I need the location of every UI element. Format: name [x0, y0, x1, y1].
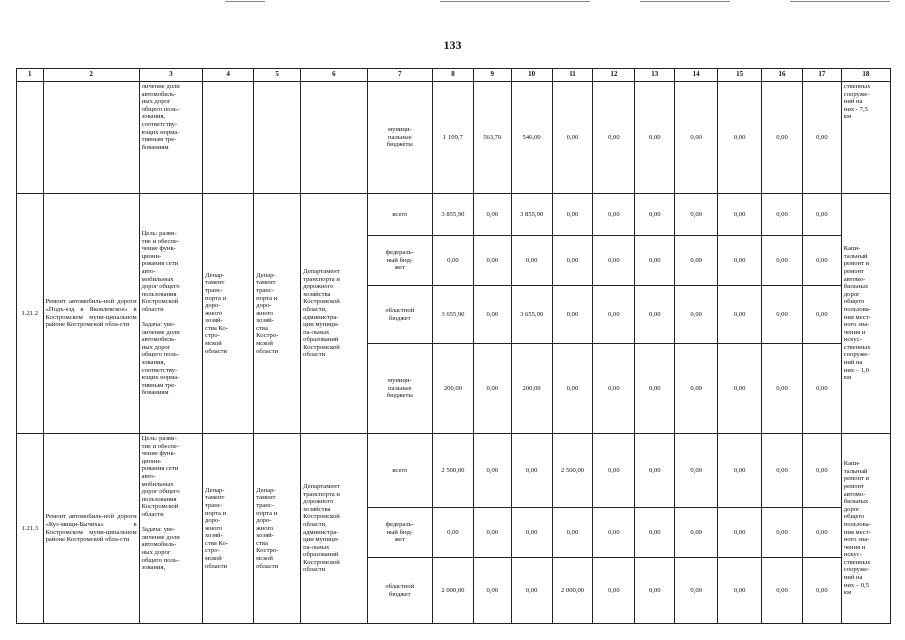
- funding-source: федераль- ный бюд- жет: [367, 236, 432, 286]
- value-cell: 0,00: [802, 508, 841, 558]
- value-cell: 546,00: [511, 82, 552, 194]
- value-cell: 0,00: [675, 508, 718, 558]
- value-cell: 0,00: [802, 82, 841, 194]
- column-header: 6: [301, 69, 367, 82]
- value-cell: 0,00: [511, 236, 552, 286]
- value-cell: 0,00: [635, 508, 675, 558]
- value-cell: 3 655,90: [511, 286, 552, 344]
- value-cell: 0,00: [635, 82, 675, 194]
- value-cell: 0,00: [473, 508, 511, 558]
- table-row: [17, 194, 891, 236]
- column-header: 3: [139, 69, 202, 82]
- value-cell: 0,00: [473, 434, 511, 508]
- value-cell: 0,00: [635, 286, 675, 344]
- participants: Департамент транспорта и дорожного хозяйства Костромской области, администра- ции муници- па-льных образований Костромской области: [301, 194, 367, 434]
- column-number-row: [17, 69, 891, 82]
- co-executor: Депар- тамент транс- порта и доро- жного хозяй- ства Костро- мской области: [254, 434, 301, 624]
- table-row: [17, 434, 891, 508]
- value-cell: 0,00: [593, 344, 635, 434]
- value-cell: 0,00: [802, 194, 841, 236]
- funding-source: областной бюджет: [367, 558, 432, 624]
- funding-source: федераль- ный бюд- жет: [367, 508, 432, 558]
- funding-source: муници- пальные бюджеты: [367, 82, 432, 194]
- column-header: 7: [367, 69, 432, 82]
- value-cell: 200,00: [433, 344, 474, 434]
- value-cell: 0,00: [718, 82, 762, 194]
- value-cell: 0,00: [802, 434, 841, 508]
- value-cell: 0,00: [762, 236, 803, 286]
- value-cell: 0,00: [635, 558, 675, 624]
- row-number: [17, 82, 44, 194]
- value-cell: 0,00: [718, 508, 762, 558]
- value-cell: 0,00: [552, 344, 593, 434]
- event-name: [43, 82, 139, 194]
- value-cell: 0,00: [635, 344, 675, 434]
- value-cell: 0,00: [593, 194, 635, 236]
- value-cell: 0,00: [762, 558, 803, 624]
- funding-source: муници- пальные бюджеты: [367, 344, 432, 434]
- participants: Департамент транспорта и дорожного хозяйства Костромской области, администра- ции муници- па-льных образований Костромской области: [301, 434, 367, 624]
- column-header: 9: [473, 69, 511, 82]
- value-cell: 0,00: [675, 236, 718, 286]
- column-header: 13: [635, 69, 675, 82]
- column-header: 15: [718, 69, 762, 82]
- value-cell: 0,00: [762, 194, 803, 236]
- column-header: 11: [552, 69, 593, 82]
- goal-task-text: Цель: разви- тие и обеспе- чение функ- циони- рования сети авто- мобильных дорог общего пользования Костромской области Задача: уве- личение доли автомобиль- ных дорог общего поль- зования,: [139, 434, 202, 624]
- value-cell: 0,00: [473, 558, 511, 624]
- value-cell: 0,00: [511, 434, 552, 508]
- column-header: 5: [254, 69, 301, 82]
- value-cell: 0,00: [552, 286, 593, 344]
- value-cell: 0,00: [718, 286, 762, 344]
- value-cell: 0,00: [762, 344, 803, 434]
- value-cell: 3 855,90: [511, 194, 552, 236]
- value-cell: 0,00: [593, 82, 635, 194]
- funding-source: всего: [367, 434, 432, 508]
- value-cell: 0,00: [718, 344, 762, 434]
- value-cell: 2 500,00: [433, 434, 474, 508]
- value-cell: 0,00: [675, 344, 718, 434]
- value-cell: 1 109,7: [433, 82, 474, 194]
- value-cell: 3 855,90: [433, 194, 474, 236]
- expected-result: ственных сооруже- ний на них - 7,5 км: [841, 82, 890, 194]
- co-executor: Депар- тамент транс- порта и доро- жного хозяй- ства Костро- мской области: [254, 194, 301, 434]
- column-header: 1: [17, 69, 44, 82]
- value-cell: 0,00: [552, 82, 593, 194]
- value-cell: 2 000,00: [433, 558, 474, 624]
- value-cell: 0,00: [675, 82, 718, 194]
- value-cell: 0,00: [593, 286, 635, 344]
- value-cell: 0,00: [552, 508, 593, 558]
- value-cell: 0,00: [762, 434, 803, 508]
- value-cell: 0,00: [473, 344, 511, 434]
- value-cell: 0,00: [635, 236, 675, 286]
- funding-source: областной бюджет: [367, 286, 432, 344]
- page-number: 133: [443, 38, 462, 52]
- value-cell: 0,00: [675, 286, 718, 344]
- value-cell: 0,00: [593, 508, 635, 558]
- value-cell: 0,00: [802, 236, 841, 286]
- value-cell: 3 655,90: [433, 286, 474, 344]
- event-name: Ремонт автомобиль-ной дороги «Подъ-езд к Яковлевское» в Костромском муни-ципальном районе Костромской обла-сти: [43, 194, 139, 434]
- value-cell: 0,00: [473, 286, 511, 344]
- column-header: 8: [433, 69, 474, 82]
- scan-top-edge: [0, 0, 905, 4]
- column-header: 14: [675, 69, 718, 82]
- value-cell: 0,00: [675, 194, 718, 236]
- column-header: 4: [203, 69, 254, 82]
- expected-result: Капи- тальный ремонт и ремонт автомо- бильных дорог общего пользова- ния мест- ного зна- чения и искус- ственных сооруже- ний на них – 1,0 км: [841, 194, 890, 434]
- value-cell: 0,00: [593, 236, 635, 286]
- funding-source: всего: [367, 194, 432, 236]
- value-cell: 0,00: [762, 286, 803, 344]
- value-cell: 0,00: [762, 82, 803, 194]
- row-number: 1.21.2: [17, 194, 44, 434]
- value-cell: 0,00: [511, 558, 552, 624]
- co-executor: [254, 82, 301, 194]
- value-cell: 0,00: [675, 434, 718, 508]
- responsible-executor: Депар- тамент транс- порта и доро- жного хозяй- ства Ко- стро- мской области: [203, 434, 254, 624]
- value-cell: 2 000,00: [552, 558, 593, 624]
- responsible-executor: [203, 82, 254, 194]
- column-header: 17: [802, 69, 841, 82]
- participants: [301, 82, 367, 194]
- value-cell: 0,00: [635, 194, 675, 236]
- value-cell: 0,00: [593, 558, 635, 624]
- table-row: [17, 82, 891, 194]
- value-cell: 0,00: [635, 434, 675, 508]
- column-header: 2: [43, 69, 139, 82]
- value-cell: 0,00: [473, 194, 511, 236]
- column-header: 10: [511, 69, 552, 82]
- value-cell: 0,00: [718, 236, 762, 286]
- value-cell: 0,00: [718, 558, 762, 624]
- value-cell: 2 500,00: [552, 434, 593, 508]
- value-cell: 0,00: [511, 508, 552, 558]
- value-cell: 0,00: [802, 558, 841, 624]
- value-cell: 0,00: [718, 434, 762, 508]
- budget-table-sheet: [16, 68, 891, 620]
- column-header: 18: [841, 69, 890, 82]
- value-cell: 0,00: [675, 558, 718, 624]
- row-number: 1.21.3: [17, 434, 44, 624]
- value-cell: 0,00: [473, 236, 511, 286]
- value-cell: 0,00: [552, 194, 593, 236]
- column-header: 16: [762, 69, 803, 82]
- value-cell: 200,00: [511, 344, 552, 434]
- event-name: Ремонт автомобиль-ной дороги «Куз-мищи-Бычиха» в Костромском муни-ципальном районе Костромской обла-сти: [43, 434, 139, 624]
- value-cell: 0,00: [802, 344, 841, 434]
- value-cell: 0,00: [802, 286, 841, 344]
- responsible-executor: Депар- тамент транс- порта и доро- жного хозяй- ства Ко- стро- мской области: [203, 194, 254, 434]
- value-cell: 0,00: [593, 434, 635, 508]
- value-cell: 0,00: [762, 508, 803, 558]
- value-cell: 0,00: [433, 236, 474, 286]
- goal-task-text: личение доли автомобиль- ных дорог общего поль- зования, соответству- ющих норма- тивным тре- бованиям: [139, 82, 202, 194]
- expected-result: Капи- тальный ремонт и ремонт автомо- бильных дорог общего пользова- ния мест- ного зна- чения и искус- ственных сооруже- ний на них – 0,5 км: [841, 434, 890, 624]
- value-cell: 0,00: [433, 508, 474, 558]
- value-cell: 0,00: [552, 236, 593, 286]
- value-cell: 0,00: [718, 194, 762, 236]
- column-header: 12: [593, 69, 635, 82]
- budget-table: [16, 68, 891, 624]
- value-cell: 563,70: [473, 82, 511, 194]
- goal-task-text: Цель: разви- тие и обеспе- чение функ- циони- рования сети авто- мобильных дорог общего пользования Костромской области Задача: уве- личение доли автомобиль- ных дорог общего поль- зования, соответству- ющих норма- тивным тре- бованиям: [139, 194, 202, 434]
